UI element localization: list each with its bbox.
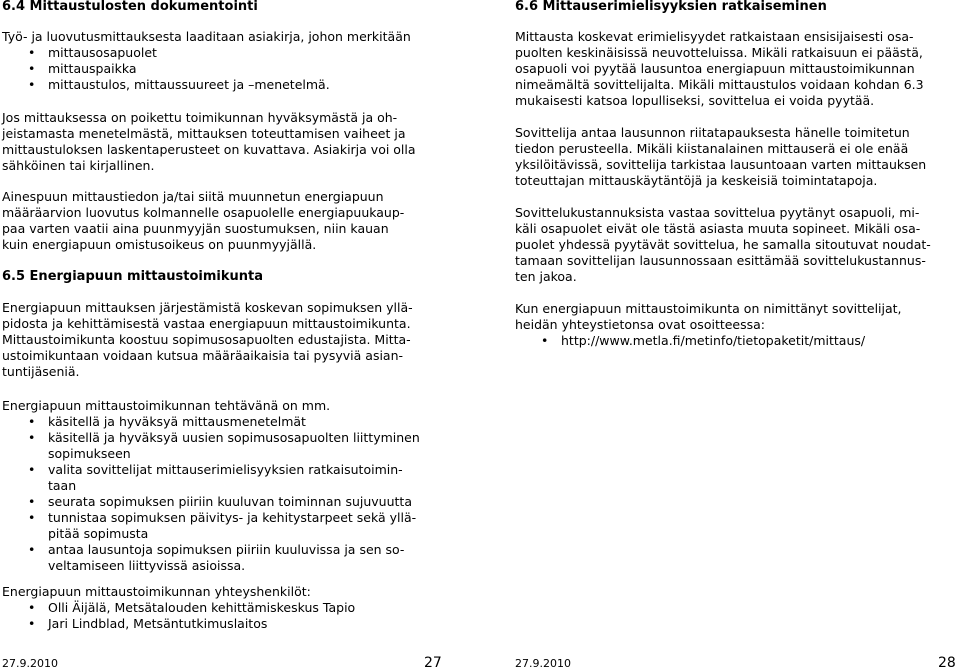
list-item: • seurata sopimuksen piiriin kuuluvan toiminnan sujuvuutta [28,494,412,509]
paragraph-contacts-link: Kun energiapuun mittaustoimikunta on nimittänyt sovittelijat, heidän yhteystietonsa ovat osoitteessa: [515,301,902,332]
contacts-intro: Energiapuun mittaustoimikunnan yhteyshenkilöt: [2,584,311,599]
footer-date-left: 27.9.2010 [2,657,58,670]
tasks-list [2,414,434,574]
bullet-icon: • [28,494,36,509]
paragraph-committee: Energiapuun mittauksen järjestämistä koskevan sopimuksen yllä- pidosta ja kehittämisestä vastaa energiapuun mittaustoimikunta. Mittaustoimikunta koostuu sopimusosapuolten edustajista. Mitta- ustoimikuntaan voidaan kutsua määräaikaisia tai pysyviä asian- tuntijäseniä. [2,300,413,379]
list-item: • mittaustulos, mittaussuureet ja –menetelmä. [28,77,330,92]
paragraph-data-transfer: Ainespuun mittaustiedon ja/tai siitä muunnetun energiapuun määräarvion luovutus kolmannelle osapuolelle energiapuukaup- paa varten vaatii aina puunmyyjän suostumuksen, niin kauan kuin energiapuun omistusoikeus on puunmyyjällä. [2,189,405,252]
bullet-icon: • [28,600,36,615]
metla-link[interactable]: http://www.metla.fi/metinfo/tietopaketit/mittaus/ [561,333,866,348]
list-item: • mittauspaikka [28,61,137,76]
heading-6-6: 6.6 Mittauserimielisyyksien ratkaiseminen [515,0,827,14]
list-item: • käsitellä ja hyväksyä uusien sopimusosapuolten liittyminen sopimukseen [28,430,420,461]
bullet-icon: • [28,77,36,92]
bullet-icon: • [28,462,36,477]
bullet-icon: • [28,45,36,60]
bullet-icon: • [541,333,549,348]
tasks-intro: Energiapuun mittaustoimikunnan tehtävänä on mm. [2,398,331,413]
heading-6-5: 6.5 Energiapuun mittaustoimikunta [2,269,263,284]
record-list [2,45,434,93]
footer-date-right: 27.9.2010 [515,657,571,670]
bullet-icon: • [28,510,36,525]
paragraph-costs: Sovittelukustannuksista vastaa sovittelua pyytänyt osapuoli, mi- käli osapuolet eivät ole tästä asiasta muuta sopineet. Mikäli osa- puolet yhdessä pyytävät sovittelua, he samalla sitoutuvat noudat- tamaan sovittelijan lausunnossaan esittämää sovittelukustannus- ten jakoa. [515,205,931,284]
heading-6-4: 6.4 Mittaustulosten dokumentointi [2,0,258,14]
intro-text: Työ- ja luovutusmittauksesta laaditaan asiakirja, johon merkitään [2,29,411,44]
paragraph-disputes: Mittausta koskevat erimielisyydet ratkaistaan ensisijaisesti osa- puolten keskinäisissä neuvotteluissa. Mikäli ratkaisuun ei päästä, osapuoli voi pyytää lausuntoa energiapuun mittaustoimikunnan nimeämältä sovittelijalta. Mikäli mittaustulos voidaan kohdan 6.3 mukaisesti katsoa lopulliseksi, sovittelua ei voida pyytää. [515,29,924,108]
list-item: • Jari Lindblad, Metsäntutkimuslaitos [28,616,268,631]
paragraph-mediator: Sovittelija antaa lausunnon riitatapauksesta hänelle toimitetun tiedon perusteella. Mikäli kiistanalainen mittauserä ei ole enää yksilöitävissä, sovittelija tarkistaa lausuntoaan varten mittauksen toteuttajan mittauskäytäntöjä ja keskeisiä toimintatapoja. [515,125,927,188]
page-number-right: 28 [938,655,956,671]
bullet-icon: • [28,616,36,631]
paragraph-deviation: Jos mittauksessa on poikettu toimikunnan hyväksymästä ja oh- jeistamasta menetelmästä, mittauksen toteuttamisen vaiheet ja mittaustuloksen laskentaperusteet on kuvattava. Asiakirja voi olla sähköinen tai kirjallinen. [2,110,416,173]
list-item: • Olli Äijälä, Metsätalouden kehittämiskeskus Tapio [28,600,356,615]
bullet-icon: • [28,414,36,429]
bullet-icon: • [28,61,36,76]
list-item: • mittausosapuolet [28,45,157,60]
bullet-icon: • [28,430,36,445]
link-list [515,333,947,349]
list-item: • käsitellä ja hyväksyä mittausmenetelmät [28,414,306,429]
list-item: • valita sovittelijat mittauserimielisyyksien ratkaisutoimin- taan [28,462,403,493]
list-item: • antaa lausuntoja sopimuksen piiriin kuuluvissa ja sen so- veltamiseen liittyvissä asioissa. [28,542,405,573]
bullet-icon: • [28,542,36,557]
page-number-left: 27 [424,655,442,671]
list-item: • tunnistaa sopimuksen päivitys- ja kehitystarpeet sekä yllä- pitää sopimusta [28,510,417,541]
list-item [515,333,947,349]
contacts-list [2,600,434,632]
